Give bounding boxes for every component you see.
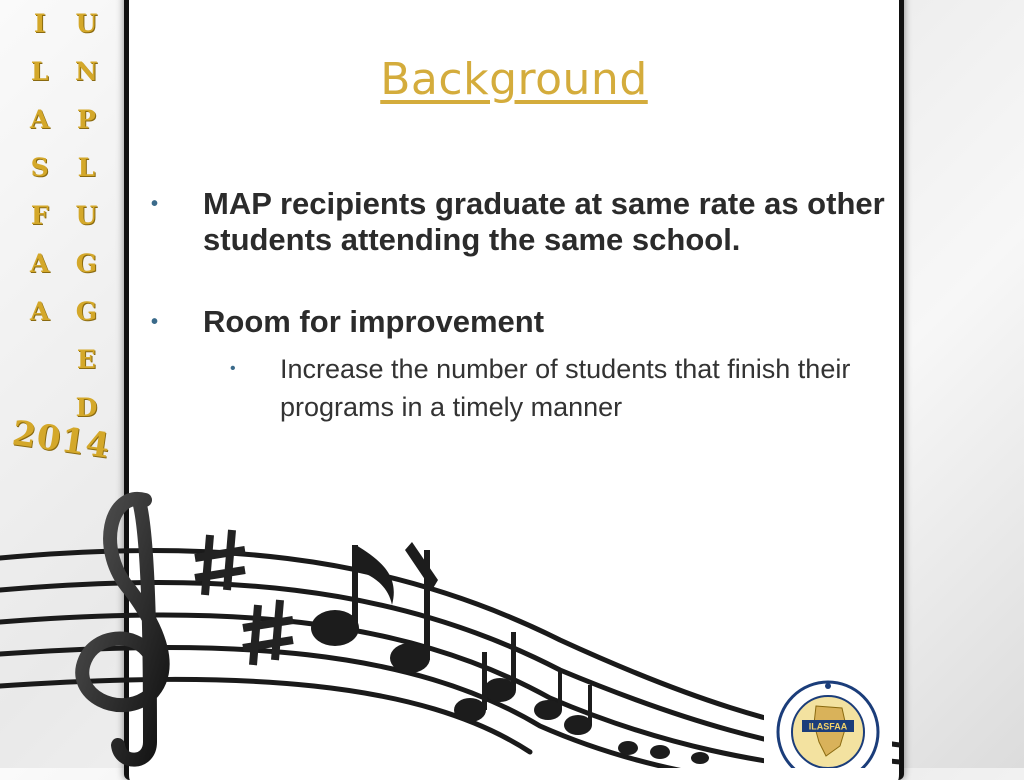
- letter: A: [30, 297, 50, 326]
- letter: G: [75, 249, 98, 278]
- letter: F: [30, 201, 49, 230]
- bullet-list: [149, 186, 889, 426]
- letter: E: [76, 345, 96, 374]
- bullet-item: [149, 186, 889, 258]
- bullet-dot-icon: •: [151, 311, 159, 333]
- sub-bullet-item: [230, 350, 889, 426]
- letter: I: [33, 9, 46, 38]
- brand-year: 2014: [9, 413, 113, 467]
- letter: S: [30, 153, 49, 182]
- letter: A: [30, 105, 50, 134]
- bullet-item: [149, 304, 889, 340]
- letter: A: [30, 249, 50, 278]
- letter: L: [77, 153, 96, 182]
- slide-title: Background: [380, 54, 648, 105]
- bullet-dot-icon: •: [151, 193, 159, 215]
- letter: U: [75, 9, 98, 38]
- sub-bullet-text: Increase the number of students that finish their programs in a timely manner: [280, 354, 851, 422]
- letter: P: [77, 105, 96, 134]
- letter: G: [75, 297, 98, 326]
- logo-text: ILASFAA: [808, 721, 848, 732]
- letter: N: [75, 57, 98, 86]
- bullet-dot-icon: •: [230, 360, 236, 377]
- brand-left-letters: [30, 0, 49, 336]
- treble-clef-icon: [82, 499, 162, 760]
- letter: D: [75, 393, 98, 422]
- letter: L: [30, 57, 49, 86]
- bullet-text: Room for improvement: [203, 304, 545, 339]
- letter: U: [75, 201, 98, 230]
- brand-right-letters: [75, 0, 98, 432]
- ilasfaa-logo: [764, 676, 892, 768]
- sharp-icon: [243, 600, 293, 665]
- bullet-text: MAP recipients graduate at same rate as other students attending the same school.: [203, 186, 885, 257]
